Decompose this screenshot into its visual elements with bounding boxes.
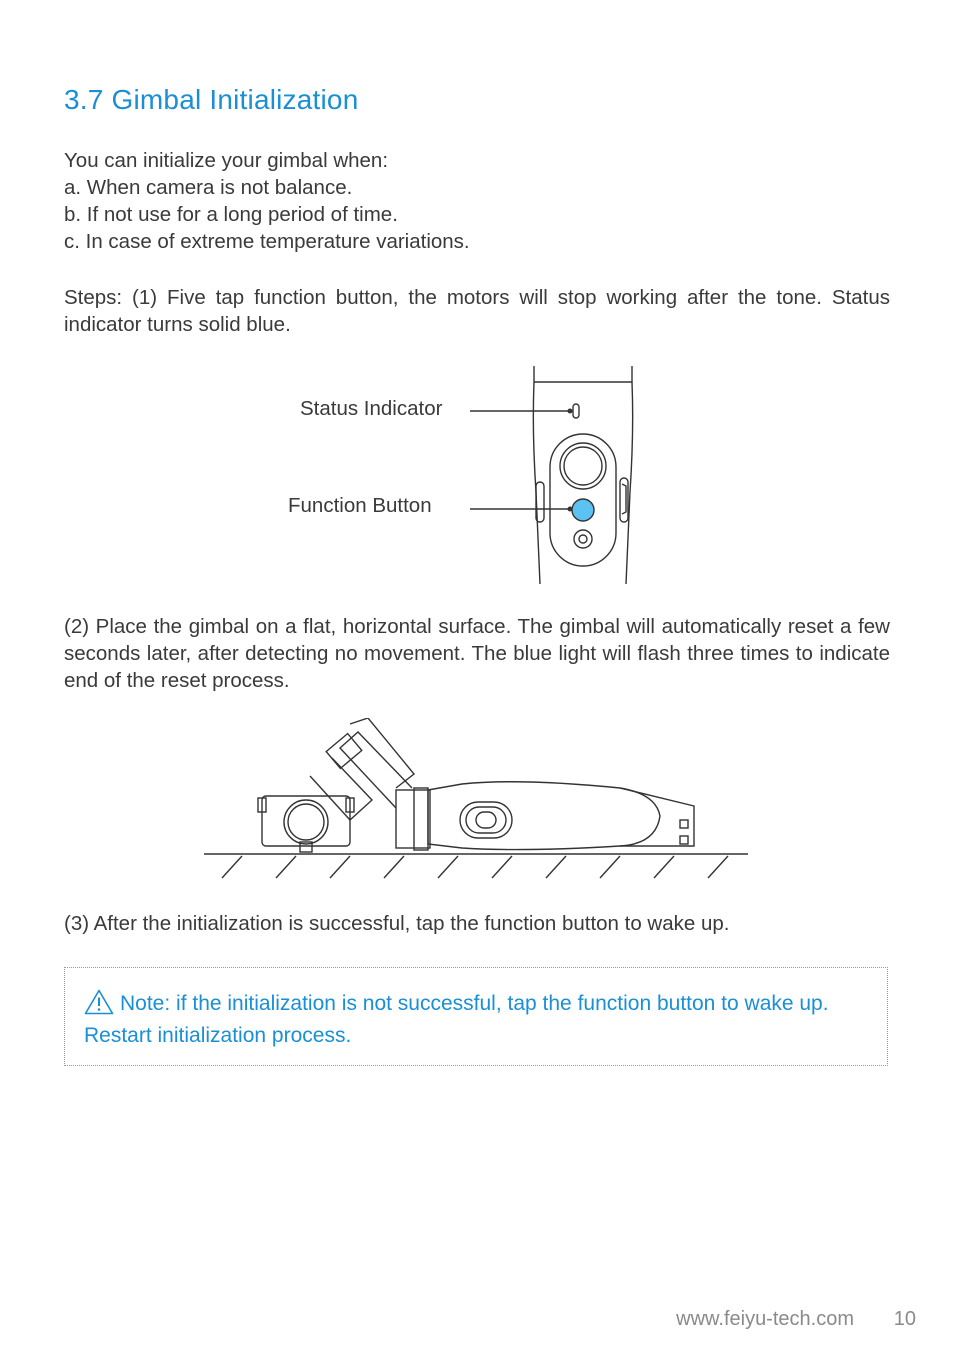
warning-icon [84,989,114,1015]
intro-line: b. If not use for a long period of time. [64,203,398,226]
intro-line: You can initialize your gimbal when: [64,149,389,172]
step-1-text: Steps: (1) Five tap function button, the motors will stop working after the tone. Status indicator turns solid blue. [64,286,890,336]
status-indicator-icon [573,404,579,418]
function-button-icon [572,499,594,521]
gimbal-handle-illustration [460,362,660,587]
intro-line: a. When camera is not balance. [64,176,353,199]
ground-hatching [222,856,728,878]
step-3-text: (3) After the initialization is successful, tap the function button to wake up. [64,912,730,935]
footer-url: www.feiyu-tech.com [676,1308,854,1330]
gimbal-on-surface-illustration [200,718,752,884]
note-box [64,967,888,1066]
note-paragraph [84,988,874,1052]
note-text: Note: if the initialization is not successful, tap the function button to wake up. Restart initialization process. [84,992,829,1047]
status-indicator-label: Status Indicator [300,397,443,420]
intro-line: c. In case of extreme temperature variations. [64,230,470,253]
page-number: 10 [893,1308,916,1330]
step-2-text: (2) Place the gimbal on a flat, horizontal surface. The gimbal will automatically reset a few seconds later, after detecting no movement. The blue light will flash three times to indicate end of the reset process. [64,615,890,692]
function-button-label: Function Button [288,494,432,517]
page-title: 3.7 Gimbal Initialization [64,84,359,115]
intro-list [64,147,890,255]
